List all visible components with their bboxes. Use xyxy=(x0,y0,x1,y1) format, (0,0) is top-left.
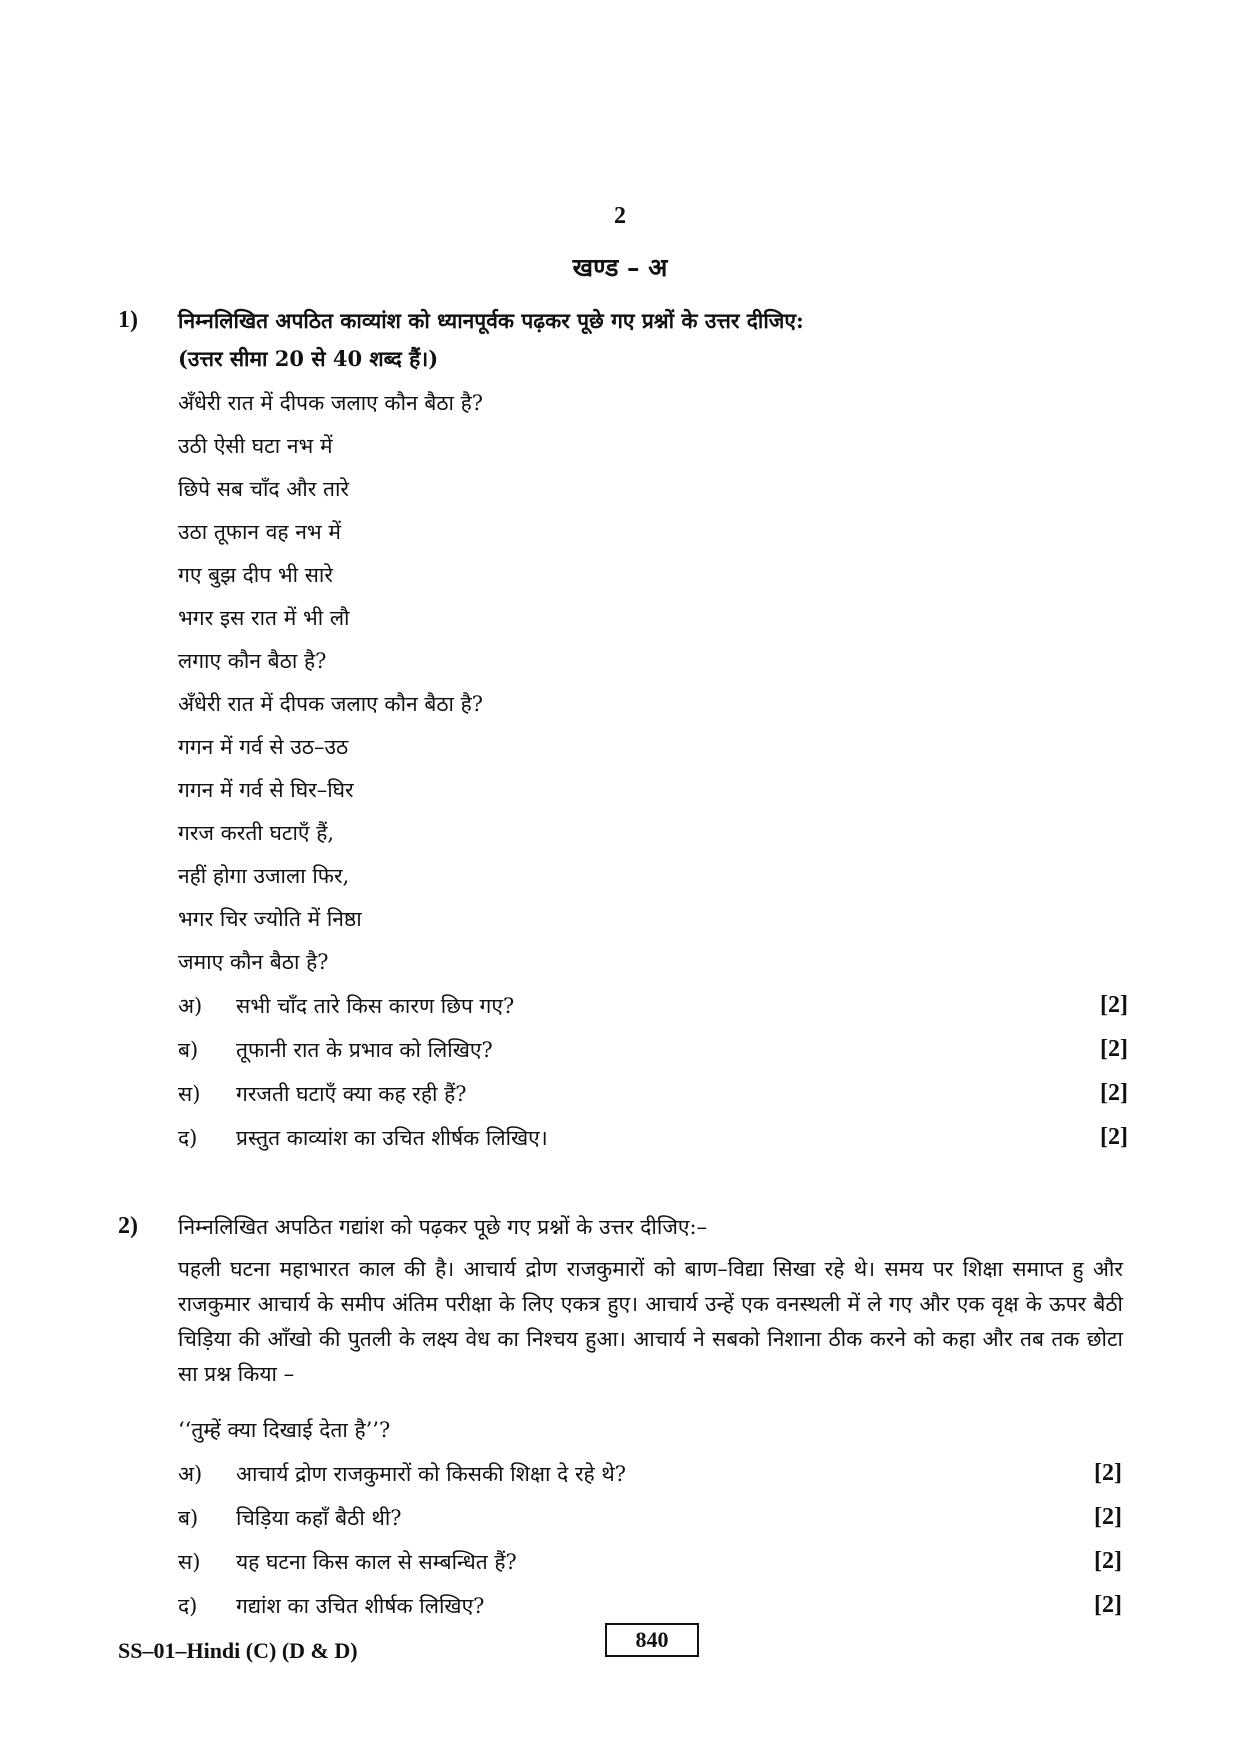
poem-line: जमाए कौन बैठा है? xyxy=(178,950,329,974)
poem-line: उठा तूफान वह नभ में xyxy=(178,520,341,544)
poem-line: नहीं होगा उजाला फिर, xyxy=(178,864,350,888)
subquestion xyxy=(178,992,1128,1020)
poem-line: छिपे सब चाँद और तारे xyxy=(178,477,349,501)
subquestion-letter: स) xyxy=(178,1550,201,1574)
poem-line: उठी ऐसी घटा नभ में xyxy=(178,434,333,458)
poem-line: गगन में गर्व से घिर–घिर xyxy=(178,778,354,802)
question-2-instruction: निम्नलिखित अपठित गद्यांश को पढ़कर पूछे गए प्रश्नों के उत्तर दीजिए:– xyxy=(178,1215,708,1239)
subquestion-marks: [2] xyxy=(1100,992,1128,1018)
subquestion-text: गद्यांश का उचित शीर्षक लिखिए? xyxy=(236,1594,485,1618)
question-2-passage: पहली घटना महाभारत काल की है। आचार्य द्रोण राजकुमारों को बाण–विद्या सिखा रहे थे। समय पर शिक्षा समाप्त हु और राजकुमार आचार्य के समीप अंतिम परीक्षा के लिए एकत्र हुए। आचार्य उन्हें एक वनस्थली में ले गए और एक वृक्ष के ऊपर बैठी चिड़िया की आँखो की पुतली के लक्ष्य वेध का निश्चय हुआ। आचार्य ने सबको निशाना ठीक करने को कहा और तब तक छोटा सा प्रश्न किया – xyxy=(178,1257,1123,1386)
subquestion-marks: [2] xyxy=(1100,1080,1128,1106)
poem-line: लगाए कौन बैठा है? xyxy=(178,649,327,673)
subquestion-text: यह घटना किस काल से सम्बन्धित हैं? xyxy=(236,1550,517,1574)
subquestion-text: तूफानी रात के प्रभाव को लिखिए? xyxy=(236,1038,493,1062)
subquestion-text: प्रस्तुत काव्यांश का उचित शीर्षक लिखिए। xyxy=(236,1126,548,1150)
question-2-quote: ‘‘तुम्हें क्या दिखाई देता है’’? xyxy=(178,1418,391,1442)
subquestion-marks: [2] xyxy=(1100,1036,1128,1062)
subquestion xyxy=(178,1592,1122,1620)
page-number: 2 xyxy=(614,203,626,229)
question-1-instruction: निम्नलिखित अपठित काव्यांश को ध्यानपूर्वक पढ़कर पूछे गए प्रश्नों के उत्तर दीजिए: xyxy=(178,308,804,333)
question-1-limit: (उत्तर सीमा 20 से 40 शब्द हैं।) xyxy=(178,346,439,371)
subquestion-letter: ब) xyxy=(178,1038,199,1062)
poem-line: भगर चिर ज्योति में निष्ठा xyxy=(178,907,362,931)
subquestion-text: चिड़िया कहाँ बैठी थी? xyxy=(236,1506,402,1530)
subquestion-letter: स) xyxy=(178,1082,201,1106)
subquestion-letter: अ) xyxy=(178,1462,203,1486)
poem-line: गए बुझ दीप भी सारे xyxy=(178,563,333,587)
subquestion xyxy=(178,1124,1128,1152)
subquestion-marks: [2] xyxy=(1094,1548,1122,1574)
paper-number-box: 840 xyxy=(605,1623,699,1657)
poem-line: भगर इस रात में भी लौ xyxy=(178,606,350,630)
poem-line: गरज करती घटाएँ हैं, xyxy=(178,821,335,845)
subquestion-letter: अ) xyxy=(178,994,203,1018)
subquestion-letter: द) xyxy=(178,1126,198,1150)
subquestion xyxy=(178,1460,1122,1488)
subquestion-marks: [2] xyxy=(1094,1592,1122,1618)
section-title: खण्ड – अ xyxy=(572,253,668,282)
subquestion-marks: [2] xyxy=(1094,1460,1122,1486)
subquestion-letter: द) xyxy=(178,1594,198,1618)
subquestion-text: सभी चाँद तारे किस कारण छिप गए? xyxy=(236,994,515,1018)
poem-line: गगन में गर्व से उठ–उठ xyxy=(178,735,349,759)
question-1-number: 1) xyxy=(118,307,138,333)
subquestion xyxy=(178,1548,1122,1576)
subquestion xyxy=(178,1080,1128,1108)
paper-code: SS–01–Hindi (C) (D & D) xyxy=(118,1638,358,1663)
subquestion-text: गरजती घटाएँ क्या कह रही हैं? xyxy=(236,1082,467,1106)
subquestion-marks: [2] xyxy=(1094,1504,1122,1530)
subquestion-text: आचार्य द्रोण राजकुमारों को किसकी शिक्षा दे रहे थे? xyxy=(236,1462,627,1486)
poem-line: अँधेरी रात में दीपक जलाए कौन बैठा है? xyxy=(178,692,484,716)
poem-line: अँधेरी रात में दीपक जलाए कौन बैठा है? xyxy=(178,391,484,415)
subquestion xyxy=(178,1036,1128,1064)
subquestion-marks: [2] xyxy=(1100,1124,1128,1150)
subquestion-letter: ब) xyxy=(178,1506,199,1530)
question-2-number: 2) xyxy=(118,1213,138,1239)
subquestion xyxy=(178,1504,1122,1532)
